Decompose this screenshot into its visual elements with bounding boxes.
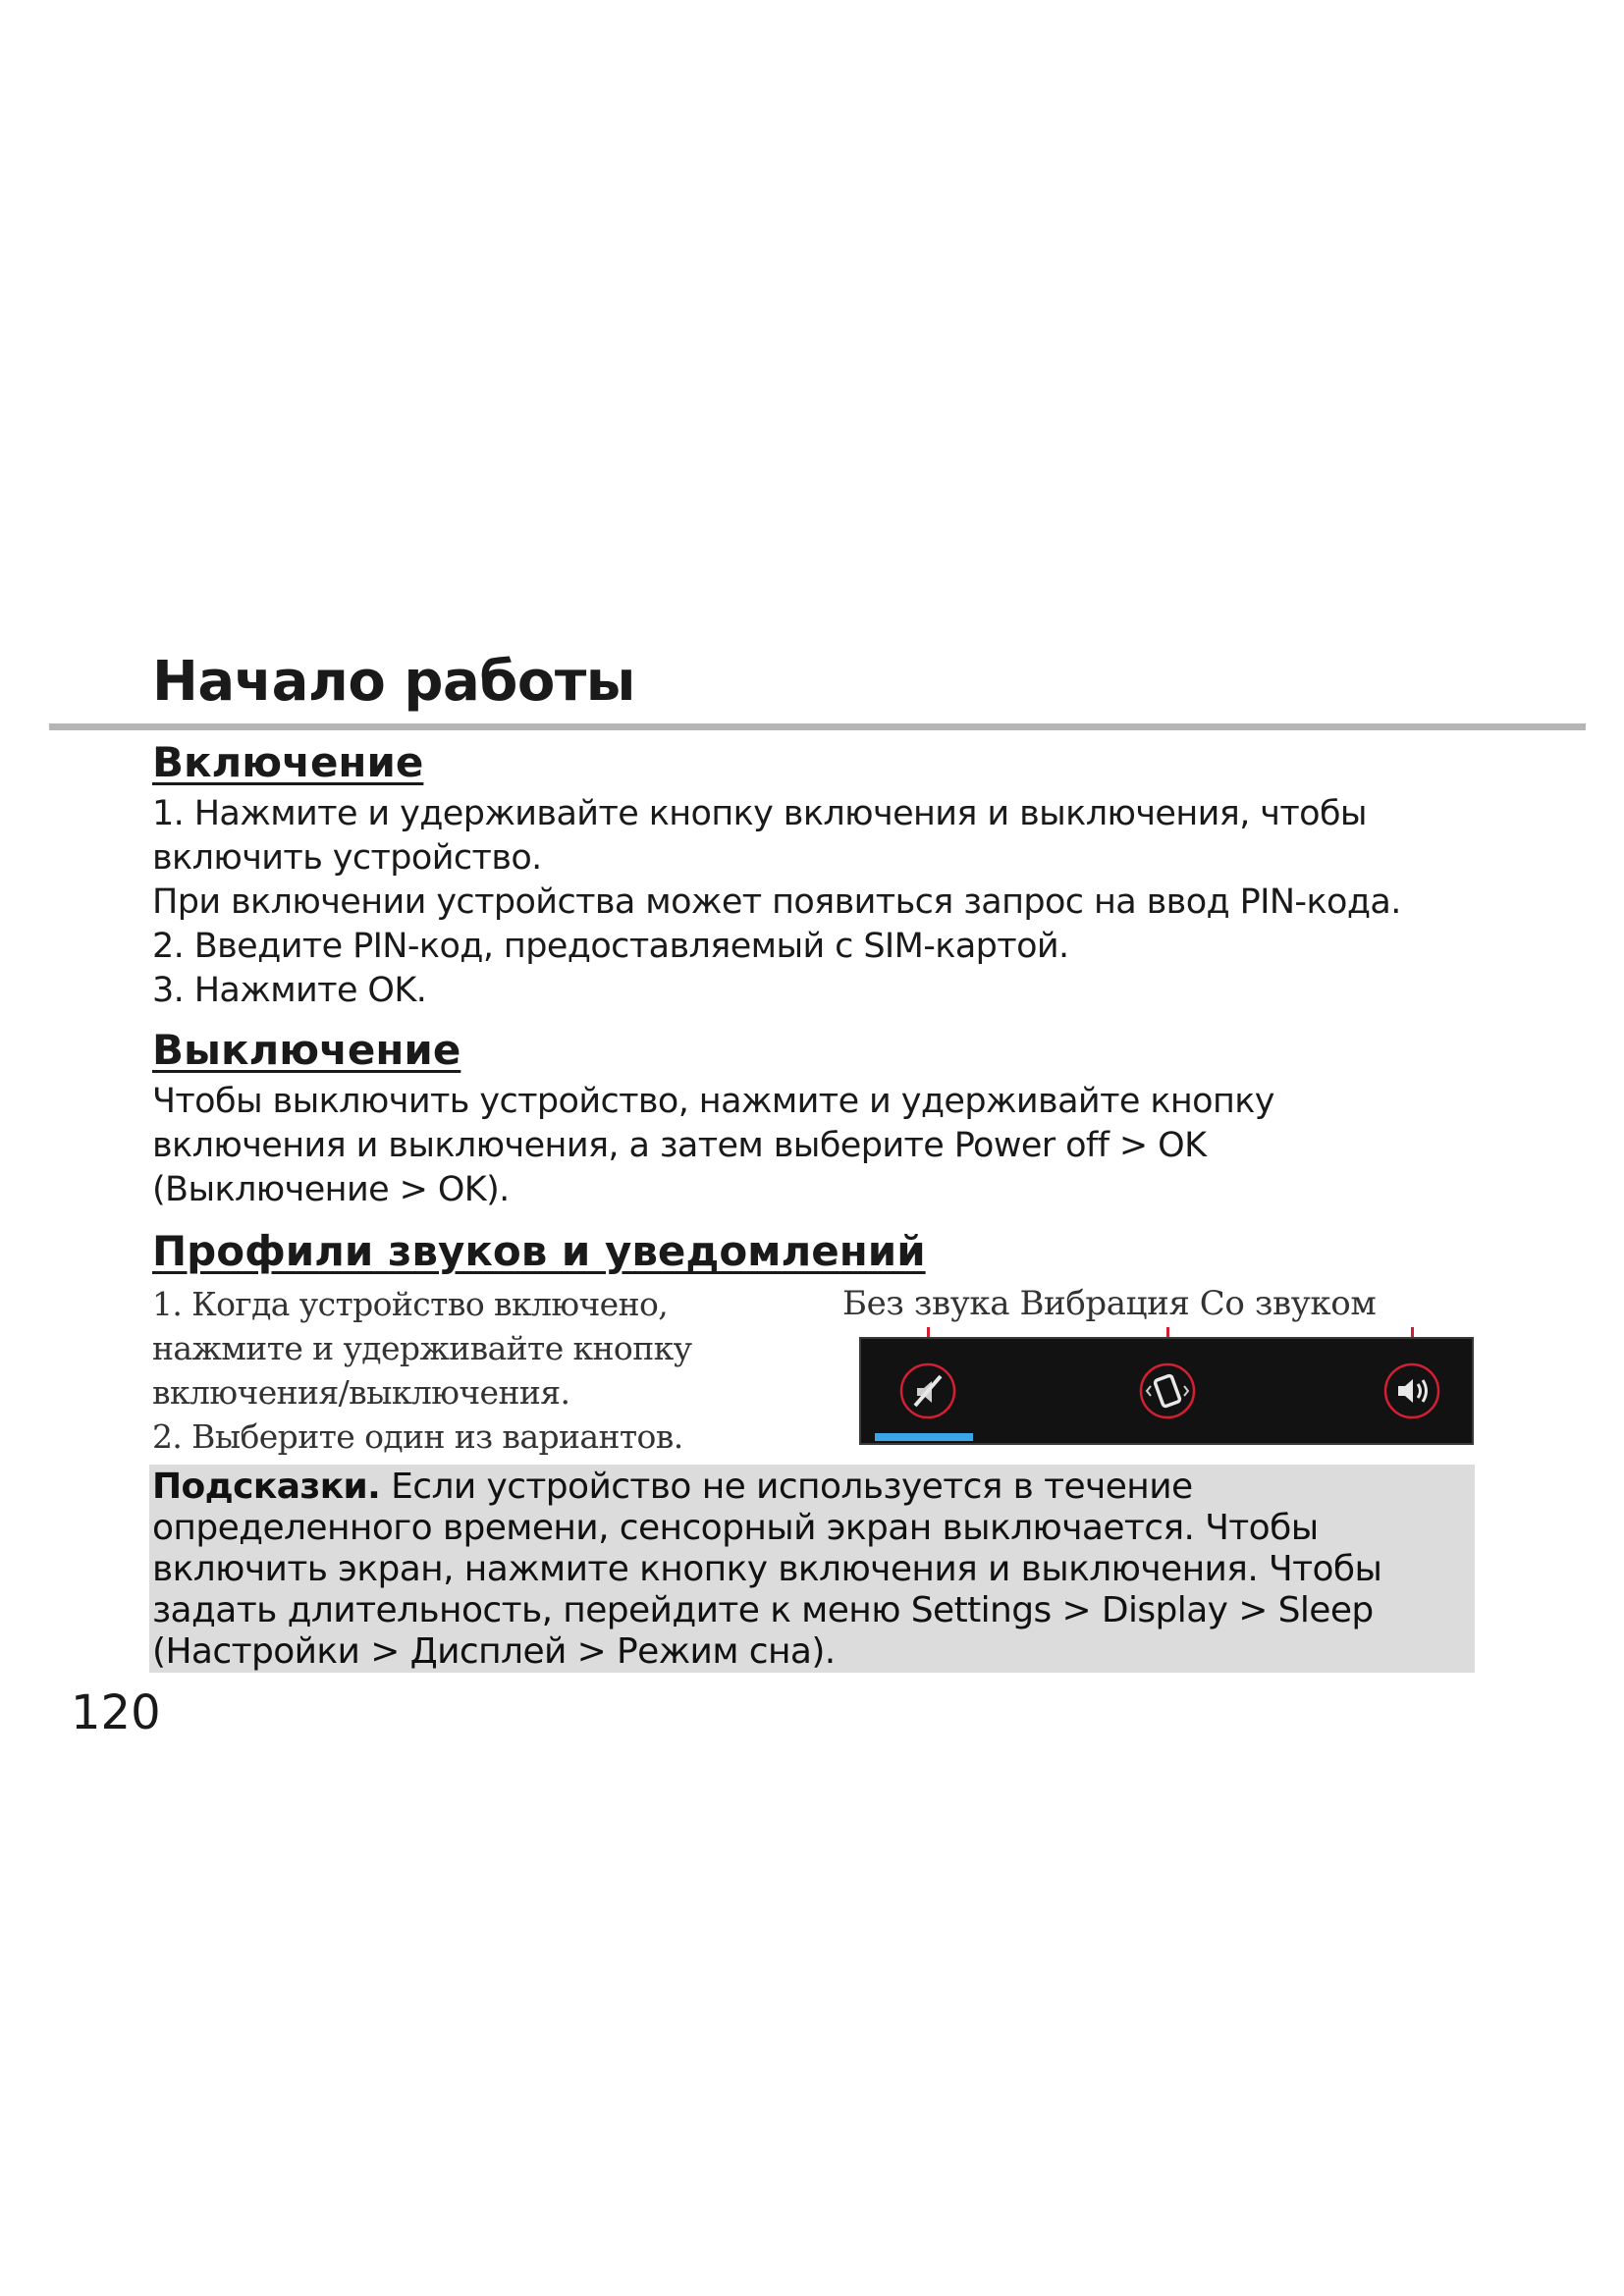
text-line: 3. Нажмите OK. [152,971,427,1010]
text-line: включить устройство. [152,838,542,878]
text-line: Чтобы выключить устройство, нажмите и удерживайте кнопку [152,1082,1274,1121]
sound-profile-labels: Без звука Вибрация Со звуком [842,1284,1377,1323]
text-line: определенного времени, сенсорный экран выключается. Чтобы [152,1508,1319,1548]
vibrate-icon[interactable] [1137,1361,1198,1421]
text-line [152,1467,1381,1508]
selected-profile-indicator [875,1433,973,1441]
sound-profile-panel [859,1337,1474,1445]
text-line: (Выключение > OK). [152,1170,510,1209]
page-number: 120 [71,1685,161,1740]
tips-first-line: Если устройство не используется в течение [380,1467,1193,1507]
text-line: 2. Выберите один из вариантов. [152,1417,683,1456]
text-line: 2. Введите PIN-код, предоставляемый с SIM-картой. [152,927,1069,966]
text-line: задать длительность, перейдите к меню Settings > Display > Sleep [152,1590,1374,1630]
text-line: включения и выключения, а затем выберите Power off > OK [152,1126,1207,1165]
text-line: включить экран, нажмите кнопку включения и выключения. Чтобы [152,1549,1382,1589]
text-line: 1. Когда устройство включено, [152,1285,669,1323]
title-divider [49,723,1586,730]
text-line: нажмите и удерживайте кнопку [152,1329,692,1367]
power-off-instructions [152,1080,1274,1212]
section-heading-power-on: Включение [152,738,424,786]
tips-label: Подсказки. [152,1467,381,1507]
page-title: Начало работы [152,650,635,714]
text-line: (Настройки > Дисплей > Режим сна). [152,1631,836,1672]
power-on-instructions [152,792,1401,1013]
sound-on-icon[interactable] [1381,1361,1442,1421]
text-line: 1. Нажмите и удерживайте кнопку включения и выключения, чтобы [152,794,1367,833]
text-line: включения/выключения. [152,1373,570,1412]
section-heading-power-off: Выключение [152,1026,461,1074]
sound-profile-steps [152,1282,691,1459]
mute-icon[interactable] [897,1361,958,1421]
tips-text [152,1467,1381,1673]
section-heading-sound-profiles: Профили звуков и уведомлений [152,1227,926,1275]
text-line: При включении устройства может появиться запрос на ввод PIN-кода. [152,882,1401,922]
